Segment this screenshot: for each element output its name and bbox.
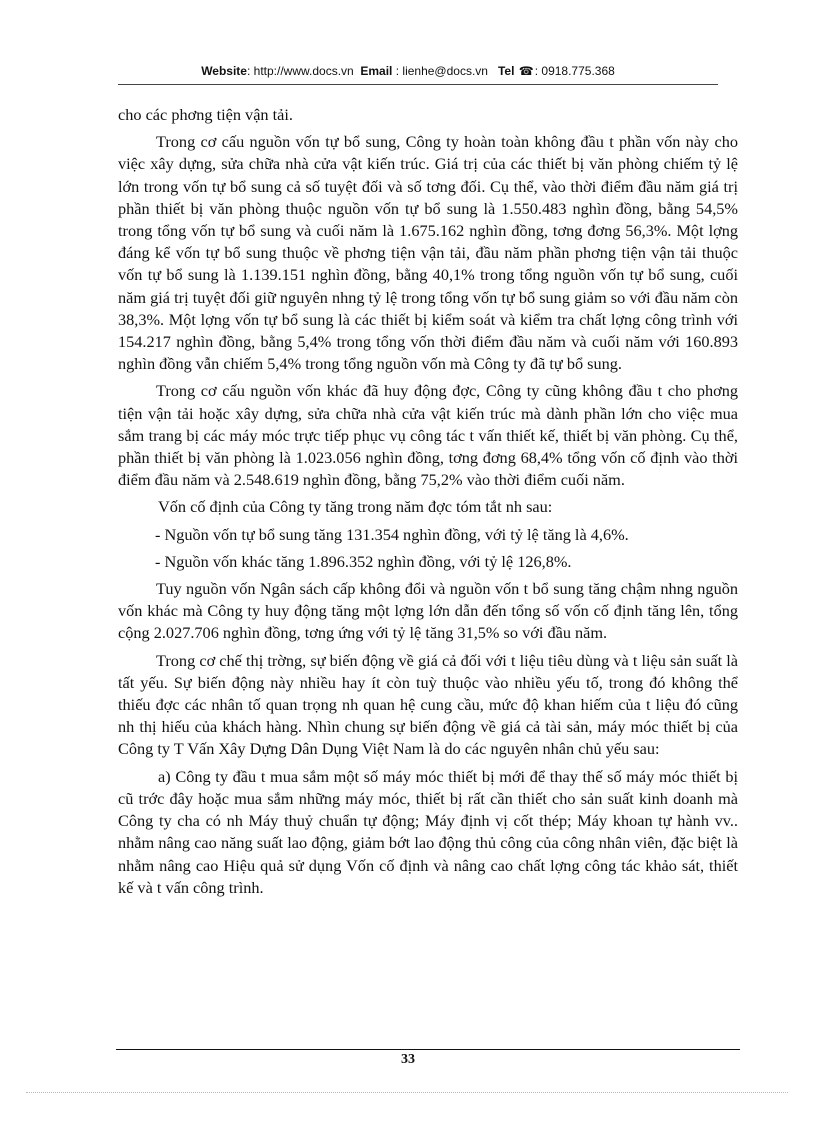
page-header	[0, 64, 816, 78]
website-label: Website	[201, 64, 247, 78]
website-value[interactable]: : http://www.docs.vn	[246, 64, 354, 78]
paragraph-summary-intro: Vốn cố định của Công ty tăng trong năm đợc tóm tắt nh sau:	[158, 497, 553, 517]
paragraph-reason-a: a) Công ty đầu t mua sắm một số máy móc thiết bị mới để thay thế số máy móc thiết bị cũ trớc đây hoặc mua sắm những máy móc, thiết bị rất cần thiết cho sản suất kinh doanh mà Công ty cha có nh Máy thuỷ chuẩn tự động; Máy định vị cốt thép; Máy khoan tự hành vv.. nhằm nâng cao năng suất lao động, giảm bớt lao động thủ công của công nhân viên, đặc biệt là nhằm nâng cao Hiệu quả sử dụng Vốn cố định và nâng cao chất lợng công tác khảo sát, thiết kế và t vấn công trình.	[118, 766, 738, 897]
paragraph-total-increase: Tuy nguồn vốn Ngân sách cấp không đổi và nguồn vốn t bổ sung tăng chậm nhng nguồn vốn khác mà Công ty huy động tăng một lợng lớn dẫn đến tổng số vốn cố định tăng lên, tổng cộng 2.027.706 nghìn đồng, tơng ứng với tỷ lệ tăng 31,5% so với đầu năm.	[118, 579, 738, 643]
document-body	[118, 104, 738, 904]
footer-divider	[116, 1049, 740, 1050]
telephone-icon: ☎	[518, 64, 534, 78]
email-label: Email	[360, 64, 393, 78]
header-divider	[118, 84, 718, 85]
list-item-other-increase: - Nguồn vốn khác tăng 1.896.352 nghìn đồng, với tỷ lệ 126,8%.	[155, 551, 572, 571]
page-number: 33	[401, 1052, 415, 1067]
paragraph-continuation: cho các phơng tiện vận tải.	[118, 105, 293, 124]
tel-label: Tel	[497, 64, 515, 78]
paragraph-other-capital: Trong cơ cấu nguồn vốn khác đã huy động đợc, Công ty cũng không đầu t cho phơng tiện vận tải hoặc xây dựng, sửa chữa nhà cửa vật kiến trúc mà dành phần lớn cho việc mua sắm trang bị các máy móc trực tiếp phục vụ công tác t vấn thiết kế, thiết bị văn phòng. Cụ thể, phần thiết bị văn phòng là 1.023.056 nghìn đồng, tơng đơng 68,4% tổng vốn cố định vào thời điểm đầu năm và 2.548.619 nghìn đồng, bằng 75,2% vào thời điểm cuối năm.	[118, 381, 738, 490]
tel-value: : 0918.775.368	[534, 64, 615, 78]
list-item-self-funded-increase: - Nguồn vốn tự bổ sung tăng 131.354 nghìn đồng, với tỷ lệ tăng là 4,6%.	[155, 524, 629, 544]
paragraph-market-price: Trong cơ chế thị trờng, sự biến động về giá cả đối với t liệu tiêu dùng và t liệu sản suất là tất yếu. Sự biến động này nhiều hay ít còn tuỳ thuộc vào nhiều yếu tố, trong đó không thể thiếu đợc các nhân tố quan trọng nh quan hệ cung cầu, mức độ khan hiếm của t liệu đó cũng nh thị hiếu của khách hàng. Nhìn chung sự biến động về giá cả tài sản, máy móc thiết bị của Công ty T Vấn Xây Dựng Dân Dụng Việt Nam là do các nguyên nhân chủ yếu sau:	[118, 650, 738, 759]
email-value[interactable]: : lienhe@docs.vn	[395, 64, 488, 78]
paragraph-self-funded-capital: Trong cơ cấu nguồn vốn tự bổ sung, Công ty hoàn toàn không đầu t phần vốn này cho việc xây dựng, sửa chữa nhà cửa vật kiến trúc. Giá trị của các thiết bị văn phòng chiếm tỷ lệ lớn trong vốn tự bổ sung cả số tuyệt đối và số tơng đối. Cụ thể, vào thời điểm đầu năm giá trị phần thiết bị văn phòng thuộc nguồn vốn tự bổ sung là 1.550.483 nghìn đồng, bằng 54,5% trong tổng vốn tự bổ sung và cuối năm là 1.675.162 nghìn đồng, tơng đơng 56,3%. Một lợng đáng kể vốn tự bổ sung thuộc về phơng tiện vận tải, đầu năm phần phơng tiện vận tải thuộc vốn tự bổ sung là 1.139.151 nghìn đồng, bằng 40,1% trong tổng nguồn vốn tự bổ sung, cuối năm giá trị tuyệt đối giữ nguyên nhng tỷ lệ trong tổng vốn tự bổ sung giảm so với đầu năm còn 38,3%. Một lợng vốn tự bổ sung là các thiết bị kiểm soát và kiểm tra chất lợng công trình với 154.217 nghìn đồng, bằng 5,4% trong tổng vốn thời điểm đầu năm và cuối năm với 160.893 nghìn đồng vẫn chiếm 5,4% trong tổng nguồn vốn mà Công ty đã tự bổ sung.	[118, 132, 738, 374]
page-bottom-dotted-line	[26, 1092, 788, 1093]
